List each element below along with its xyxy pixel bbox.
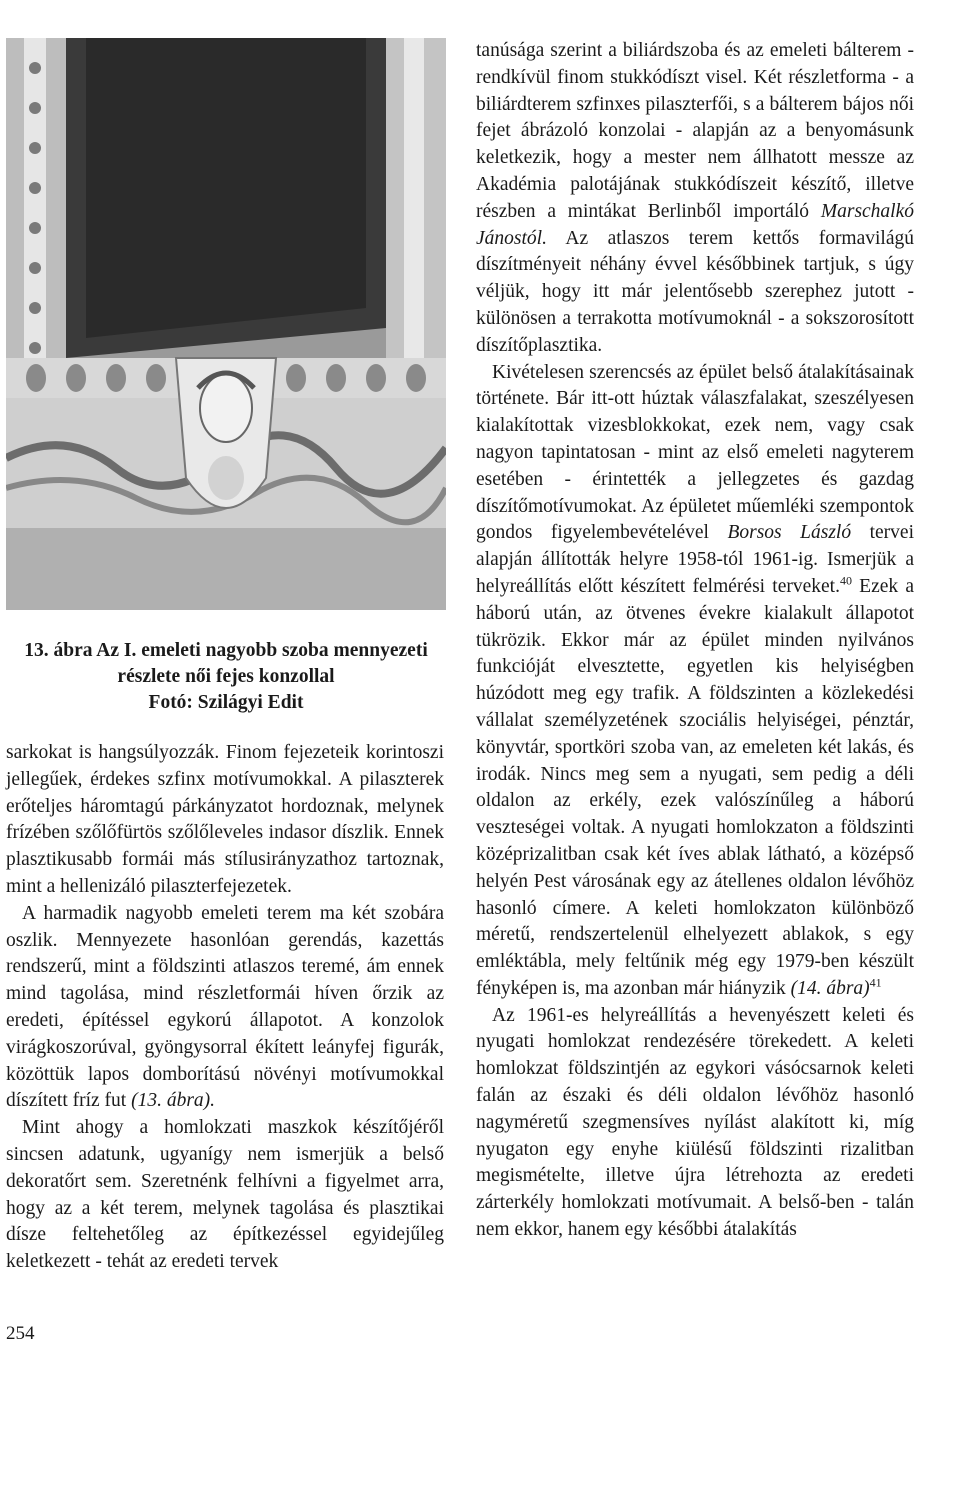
- right-paragraph-1: [476, 38, 914, 360]
- figure-reference-13: (13. ábra).: [131, 1090, 216, 1112]
- caption-photo-credit: Fotó: Szilágyi Edit: [148, 692, 304, 713]
- person-name-marschalko: Marschalkó Jánostól.: [476, 200, 915, 249]
- footnote-marker-40[interactable]: 40: [839, 573, 852, 588]
- left-paragraph-3: Mint ahogy a homlokzati maszkok készítőjéről sincsen adatunk, ugyanígy nem ismerjük a belső dekoratőrt sem. Szeretnénk felhívni a figyelmet arra, hogy az a két terem, melynek tagolása és plasztikai dísze feltehetőleg az építkezéssel egyidejűleg keletkezett - tehát az eredeti tervek: [6, 1117, 444, 1273]
- figure-reference-14: (14. ábra): [790, 977, 870, 999]
- page-number: 254: [6, 1323, 35, 1344]
- right-paragraph-3: Az 1961-es helyreállítás a hevenyészett keleti és nyugati homlokzat rendezésére törekedett. A keleti homlokzat földszintjén az egykori vásócsarnok keleti falán az északi és déli oldalon lévőhöz hasonló nagyméretű szegmensíves nyílást alakított ki, míg nyugaton egy enyhe kiülésű földszinti rizalitban megismételte, illetve újra létrehozta az eredeti zárterkély homlokzati motívumait. A belső-ben - talán nem ekkor, hanem egy későbbi átalakítás: [476, 1004, 914, 1241]
- left-paragraph-2: [6, 901, 444, 1115]
- left-paragraph-2-text: A harmadik nagyobb emeleti terem ma két szobára oszlik. Mennyezete hasonlóan gerendás, kazettás rendszerű, mint a földszinti atlaszos teremé, ám ennek mind tagolása, mind részletformái híven őrzik az eredeti, építéssel egykorú állapotot. A konzolok virágkoszorúval, gyöngysorral ékített leányfej figurák, közöttük lapos domborítású növényi motívumokkal díszített fríz fut: [6, 902, 444, 1112]
- caption-title: 13. ábra Az I. emeleti nagyobb szoba mennyezeti: [24, 640, 428, 661]
- right-paragraph-2-text-cont: tervei alapján állították helyre 1958-tól 1961-ig. Ismerjük a helyreállítás előtt készített felmérési terveket.: [476, 522, 914, 597]
- right-text-column: [476, 38, 914, 1244]
- figure-caption: [6, 638, 446, 716]
- caption-subtitle: részlete női fejes konzollal: [117, 666, 335, 687]
- right-paragraph-1-text-cont: Az atlaszos terem kettős formavilágú díszítményeit néhány évvel későbbinek tartjuk, s úgy véljük, hogy itt már jelentősebb szerephez jutott -különösen a terrakotta motívumoknál - a sokszorosított díszítőplasztika.: [476, 227, 914, 356]
- right-paragraph-1-text: tanúsága szerint a biliárdszoba és az emeleti bálterem - rendkívül finom stukkódíszt visel. Két részletforma - a biliárdterem szfinxes pilaszterfői, s a bálterem bájos női fejet ábrázoló konzolai - alapján az a benyomásunk keletkezik, hogy a mester nem állhatott messze az Akadémia palotájának stukkódíszeit készítő, illetve részben a mintákat Berlinből importáló: [476, 40, 914, 222]
- person-name-borsos: Borsos László: [727, 522, 852, 544]
- footnote-marker-41[interactable]: 41: [869, 975, 882, 990]
- right-paragraph-2-text-cont2: Ezek a háború után, az ötvenes évekre kialakult állapotot tükrözik. Ekkor már az épület minden nyilvános funkcióját elvesztette, egyetlen kis helyiségben húzódott meg egy trafik. A földszinten a közlekedési vállalat személyzetének szociális helyiségei, pénztár, könyvtár, sportköri szoba van, az emeleten két lakás, és irodák. Nincs meg sem a nyugati, sem pedig a déli oldalon az erkély, ezek valószínűleg a háború veszteségei voltak. A nyugati homlokzaton a földszinti középrizalitban csak két íves ablak látható, a középső helyén Pest városának egy az átellenes oldalon lévőhöz hasonló címere. A keleti homlokzaton különböző méretű, rendszertelenül elhelyezett ablakok, s egy emléktábla, mely feltűnik még egy 1979-ben készült fényképen is, ma azonban már hiányzik: [476, 575, 914, 999]
- right-paragraph-2: [476, 360, 914, 1003]
- right-paragraph-2-text: Kivételesen szerencsés az épület belső átalakításainak története. Bár itt-ott húztak válaszfalakat, szeszélyesen kialakítottak vizesblokkokat, ezek nem, vagy csak nagyon tapintatosan - mint az első emeleti nagyterem esetében - érintették a jellegzetes és gazdag díszítőmotívumokat. Az épületet műemléki szempontok gondos figyelembevételével: [476, 361, 914, 544]
- left-paragraph-1: sarkokat is hangsúlyozzák. Finom fejezeteik korintoszi jellegűek, érdekes szfinx motívumokkal. A pilaszterek erőteljes háromtagú párkányzatot hordoznak, melynek frízében szőlőfürtös szőlőleveles indasor díszlik. Ennek plasztikusabb formái más stílusirányzathoz tartoznak, mint a hellenizáló pilaszterfejezetek.: [6, 742, 444, 897]
- left-text-column: [6, 740, 444, 1276]
- ceiling-photo: [6, 38, 446, 610]
- ceiling-photo-drawing: [6, 38, 446, 610]
